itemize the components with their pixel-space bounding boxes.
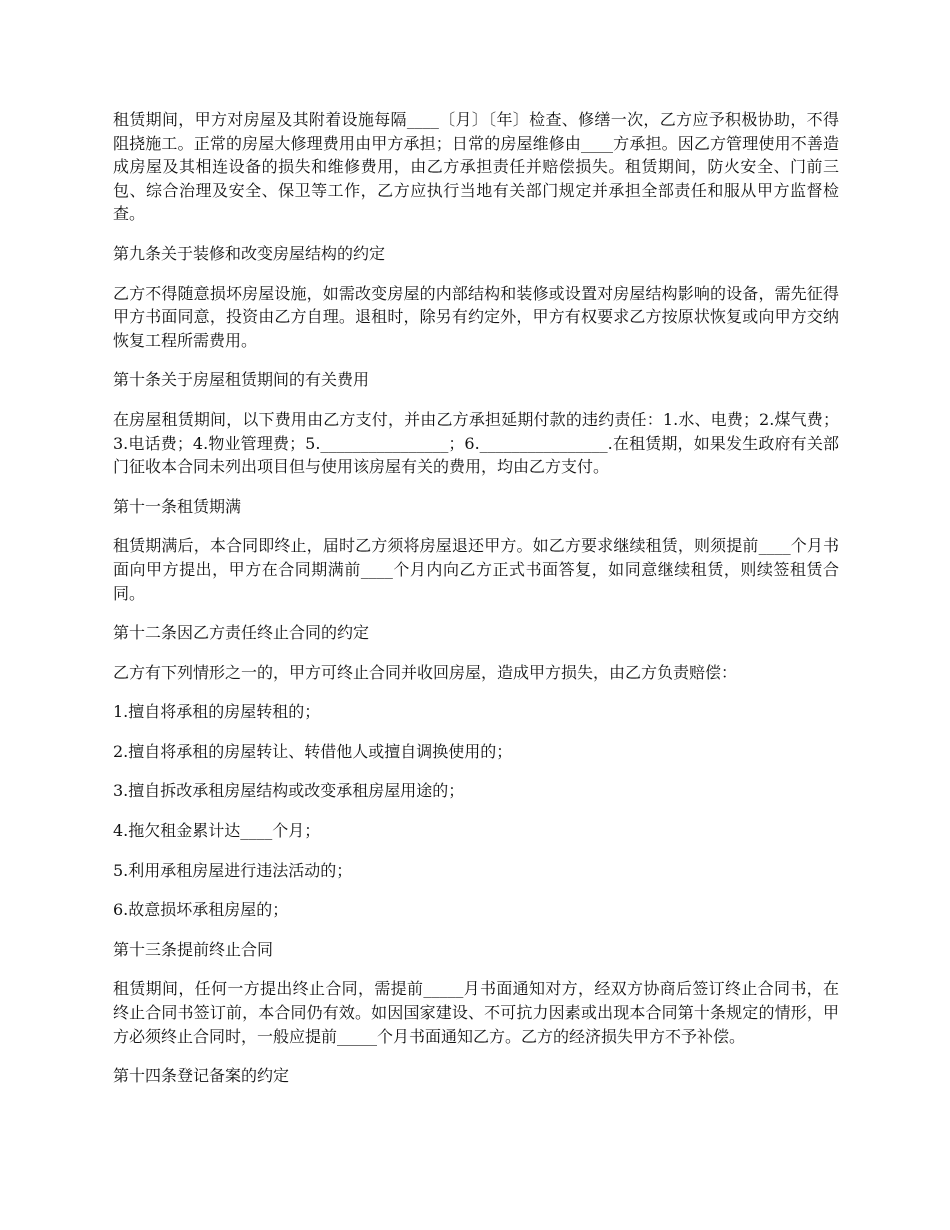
article-10-heading: 第十条关于房屋租赁期间的有关费用 (113, 370, 370, 390)
paragraph-early-termination: 租赁期间，任何一方提出终止合同，需提前_____月书面通知对方，经双方协商后签订终止合同书，在终止合同书签订前，本合同仍有效。如因国家建设、不可抗力因素或出现本合同第十条规定的情形，甲方必须终止合同时，一般应提前_____个月书面通知乙方。乙方的经济损失甲方不予补偿。 (113, 979, 839, 1046)
document-body (113, 108, 839, 1104)
paragraph-lease-expiry: 租赁期满后，本合同即终止，届时乙方须将房屋退还甲方。如乙方要求继续租赁，则须提前____个月书面向甲方提出，甲方在合同期满前____个月内向乙方正式书面答复，如同意继续租赁，则续签租赁合同。 (113, 536, 839, 603)
list-item-3: 3.擅自拆改承租房屋结构或改变承租房屋用途的； (113, 781, 465, 801)
article-9-heading: 第九条关于装修和改变房屋结构的约定 (113, 243, 386, 263)
paragraph-renovation: 乙方不得随意损坏房屋设施，如需改变房屋的内部结构和装修或设置对房屋结构影响的设备，需先征得甲方书面同意，投资由乙方自理。退租时，除另有约定外，甲方有权要求乙方按原状恢复或向甲方交纳恢复工程所需费用。 (113, 283, 839, 350)
article-14-heading: 第十四条登记备案的约定 (113, 1066, 290, 1086)
list-item-5: 5.利用承租房屋进行违法活动的； (113, 860, 353, 880)
paragraph-termination-conditions: 乙方有下列情形之一的，甲方可终止合同并收回房屋，造成甲方损失，由乙方负责赔偿： (113, 662, 738, 682)
list-item-4: 4.拖欠租金累计达____个月； (113, 821, 321, 841)
list-item-6: 6.故意损坏承租房屋的； (113, 900, 289, 920)
article-13-heading: 第十三条提前终止合同 (113, 939, 274, 959)
article-11-heading: 第十一条租赁期满 (113, 496, 242, 516)
article-12-heading: 第十二条因乙方责任终止合同的约定 (113, 623, 370, 643)
list-item-2: 2.擅自将承租的房屋转让、转借他人或擅自调换使用的； (113, 741, 513, 761)
list-item-1: 1.擅自将承租的房屋转租的； (113, 702, 321, 722)
paragraph-fees: 在房屋租赁期间，以下费用由乙方支付，并由乙方承担延期付款的违约责任：1.水、电费；2.煤气费；3.电话费；4.物业管理费；5.________________；6.________________.在租赁期，如果发生政府有关部门征收本合同未列出项目但与使用该房屋有关的费用，均由乙方支付。 (113, 409, 839, 477)
paragraph-repair-inspection: 租赁期间，甲方对房屋及其附着设施每隔____〔月〕〔年〕检查、修缮一次，乙方应予积极协助，不得阻挠施工。正常的房屋大修理费用由甲方承担；日常的房屋维修由____方承担。因乙方管理使用不善造成房屋及其相连设备的损失和维修费用，由乙方承担责任并赔偿损失。租赁期间，防火安全、门前三包、综合治理及安全、保卫等工作，乙方应执行当地有关部门规定并承担全部责任和服从甲方监督检查。 (113, 110, 839, 224)
